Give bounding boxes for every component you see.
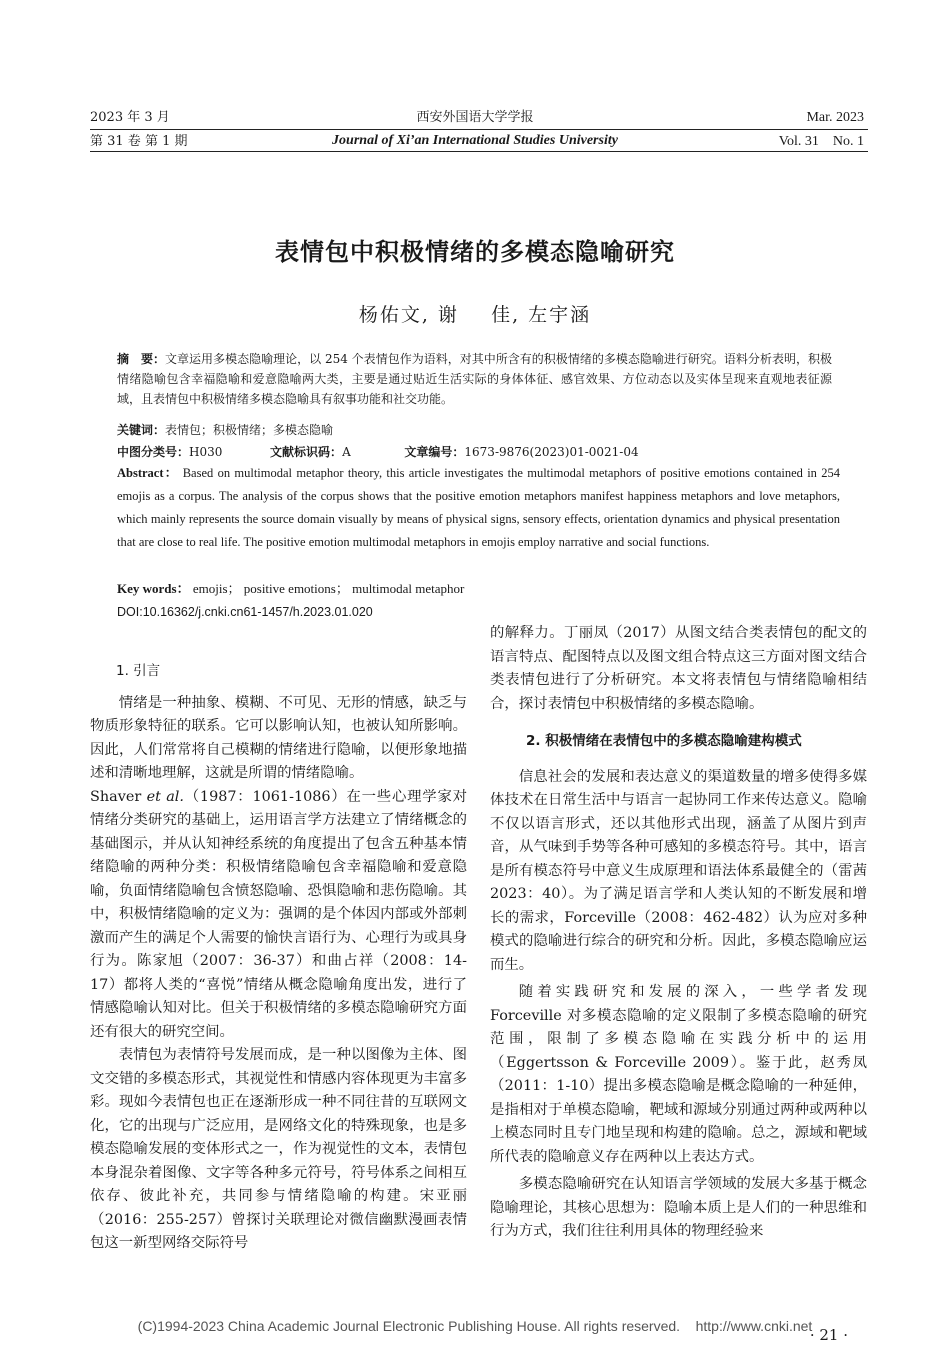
- copyright-footer: (C)1994-2023 China Academic Journal Electronic Publishing House. All rights reserved. http://www.cnki.net: [137, 1318, 813, 1334]
- doc-code-label: 文献标识码：: [270, 445, 343, 459]
- paragraph: 信息社会的发展和表达意义的渠道数量的增多使得多媒体技术在日常生活中与语言一起协同工作来传达意义。隐喻不仅以语言形式，还以其他形式出现，涵盖了从图片到声音，从气味到手势等各种可感知的多模态符号。其中，语言是所有模态符号中意义生成原理和语法体系最健全的（雷茜 2023：40）。为了满足语言学和人类认知的不断发展和增长的需求，Forceville（2008：462-482）认为应对多种模式的隐喻进行综合的研究和分析。因此，多模态隐喻应运而生。: [490, 768, 867, 973]
- section-1-heading: 1. 引言: [116, 663, 161, 679]
- paragraph: 多模态隐喻研究在认知语言学领域的发展大多基于概念隐喻理论，其核心思想为：隐喻本质上是人们的一种思维和行为方式，我们往往利用具体的物理经验来: [490, 1176, 867, 1239]
- article-title: 表情包中积极情绪的多模态隐喻研究: [275, 238, 675, 266]
- header-volume-en: Vol. 31 No. 1: [778, 134, 864, 149]
- header-date-en: Mar. 2023: [806, 110, 864, 125]
- keywords-cn: [117, 420, 333, 440]
- citation-etal: et al.: [146, 788, 184, 805]
- doi[interactable]: DOI:10.16362/j.cnki.cn61-1457/h.2023.01.020: [117, 605, 373, 619]
- abstract-en-text: Based on multimodal metaphor theory, this article investigates the multimodal metaphors of positive emotions contained in 254 emojis as a corpus. The analysis of the corpus shows that the positive emotion metaphors manifest happiness metaphors and love metaphors, which mainly represents the source domain visually by means of physical signs, sensory effects, orientation dynamics and physical presentation that are close to real life. The positive emotion multimodal metaphors in emojis employ narrative and social functions.: [117, 466, 840, 549]
- article-number-label: 文章编号：: [404, 445, 465, 459]
- keywords-en: [117, 579, 464, 599]
- keywords-en-text: emojis； positive emotions； multimodal metaphor: [192, 581, 465, 596]
- doc-code-value: A: [342, 445, 351, 459]
- page-number: · 21 ·: [809, 1326, 848, 1344]
- abstract-cn-text: 文章运用多模态隐喻理论，以 254 个表情包作为语料，对其中所含有的积极情绪的多模态隐喻进行研究。语料分析表明，积极情绪隐喻包含幸福隐喻和爱意隐喻两大类，主要是通过贴近生活实际的身体体征、感官效果、方位动态以及实体呈现来直观地表征源域，且表情包中积极情绪多模态隐喻具有叙事功能和社交功能。: [117, 352, 832, 406]
- section-2-heading: 2. 积极情绪在表情包中的多模态隐喻建构模式: [526, 733, 802, 749]
- keywords-en-label: Key words：: [117, 581, 190, 596]
- article-number-value: 1673-9876(2023)01-0021-04: [464, 445, 639, 459]
- keywords-cn-label: 关键词：: [117, 423, 166, 437]
- classification-line: [117, 442, 639, 462]
- abstract-cn: [117, 349, 832, 409]
- paragraph: 情绪是一种抽象、模糊、不可见、无形的情感，缺乏与物质形象特征的联系。它可以影响认知，也被认知所影响。因此，人们常常将自己模糊的情绪进行隐喻，以便形象地描述和清晰地理解，这就是所谓的情绪隐喻。: [90, 694, 467, 781]
- header-date-cn: 2023 年 3 月: [90, 110, 170, 125]
- clc-value: H030: [189, 445, 223, 459]
- header-rule-top: [90, 129, 868, 130]
- keywords-cn-text: 表情包；积极情绪；多模态隐喻: [165, 423, 334, 437]
- paragraph-text: （1987：1061-1086）在一些心理学家对情绪分类研究的基础上，运用语言学方法建立了情绪概念的基础图示，并从认知神经系统的角度提出了包含五种基本情绪隐喻的两种分类：积极情绪隐喻包含幸福隐喻和爱意隐喻，负面情绪隐喻包含愤怒隐喻、恐惧隐喻和悲伤隐喻。其中，积极情绪隐喻的定义为：强调的是个体因内部或外部刺激而产生的满足个人需要的愉快言语行为、心理行为或具身行为。陈家旭（2007：36-37）和曲占祥（2008：14-17）都将人类的“喜悦”情绪从概念隐喻角度出发，进行了情感隐喻认知对比。但关于积极情绪的多模态隐喻研究方面还有很大的研究空间。: [90, 788, 467, 1040]
- body-right-column: [490, 622, 867, 1244]
- citation-author: Shaver: [90, 788, 142, 805]
- header-journal-en: Journal of Xi’an International Studies University: [332, 133, 618, 148]
- article-authors: 杨佑文, 谢 佳, 左宇涵: [358, 304, 592, 326]
- paragraph: [90, 786, 467, 1045]
- header-journal-cn: 西安外国语大学学报: [416, 110, 534, 125]
- abstract-en-label: Abstract：: [117, 466, 179, 480]
- body-left-column: [90, 660, 467, 1256]
- paragraph: 表情包为表情符号发展而成，是一种以图像为主体、图文交错的多模态形式，其视觉性和情感内容体现更为丰富多彩。现如今表情包也正在逐渐形成一种不同往昔的互联网文化，它的出现与广泛应用，是网络文化的特殊现象，也是多模态隐喻发展的变体形式之一，作为视觉性的文本，表情包本身混杂着图像、文字等各种多元符号，符号体系之间相互依存、彼此补充，共同参与情绪隐喻的构建。宋亚丽（2016：255-257）曾探讨关联理论对微信幽默漫画表情包这一新型网络交际符号: [90, 1047, 467, 1251]
- clc-label: 中图分类号：: [117, 445, 190, 459]
- paragraph: 的解释力。丁丽凤（2017）从图文结合类表情包的配文的语言特点、配图特点以及图文组合特点这三方面对图文结合类表情包进行了分析研究。本文将表情包与情绪隐喻相结合，探讨表情包中积极情绪的多模态隐喻。: [490, 625, 867, 712]
- header-volume-cn: 第 31 卷 第 1 期: [90, 134, 188, 149]
- abstract-cn-label: 摘 要：: [117, 352, 166, 366]
- header-rule-bottom: [90, 151, 868, 152]
- abstract-en: [117, 462, 840, 554]
- paragraph: 随着实践研究和发展的深入，一些学者发现 Forceville 对多模态隐喻的定义限制了多模态隐喻的研究范围，限制了多模态隐喻在实践分析中的运用（Eggertsson & Forceville 2009）。鉴于此，赵秀凤（2011：1-10）提出多模态隐喻是概念隐喻的一种延伸，是指相对于单模态隐喻，靶域和源域分别通过两种或两种以上模态同时且专门地呈现和构建的隐喻。总之，源域和靶域所代表的隐喻意义存在两种以上表达方式。: [490, 984, 867, 1165]
